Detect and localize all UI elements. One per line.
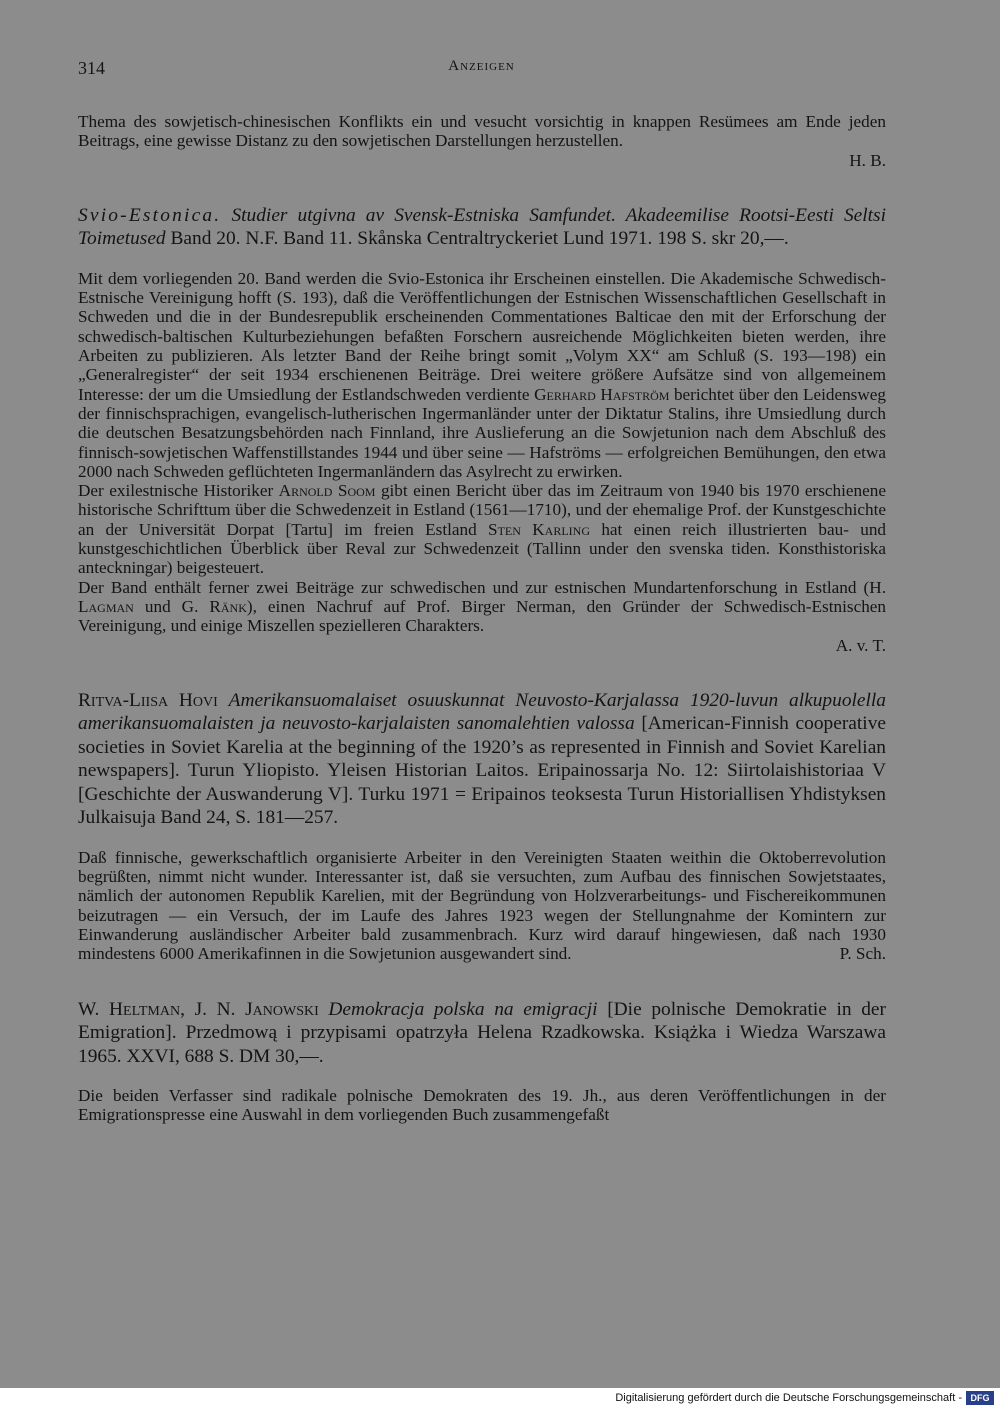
person-name: Gerhard Hafström xyxy=(534,384,670,404)
person-name: Sten Karling xyxy=(488,519,590,539)
author-name: Ritva-Liisa Hovi xyxy=(78,689,218,711)
page-header xyxy=(78,58,885,82)
author-name: W. Heltman, J. N. Janowski xyxy=(78,998,319,1020)
publication-details: [Die polnische Demokratie in der Emigration]. Przedmową i przypisami opatrzyła Helena Rzadkowska. Książka i Wiedza Warszawa 1965. XXVI, 688 S. DM 30,—. xyxy=(78,998,886,1067)
review-paragraph: Der exilestnische Historiker Arnold Soom gibt einen Bericht über das im Zeitraum von 1940 bis 1970 erschienene historische Schrifttum über die Schwedenzeit in Estland (1561—1710), und der ehemalige Prof. der Kunstgeschichte an der Universität Dorpat [Tartu] im freien Estland Sten Karling hat einen reich illustrierten bau- und kunstgeschichtlichen Überblick über Reval zur Schwedenzeit (Tallinn under den svenska tiden. Konsthistoriska anteckningar) beigesteuert. xyxy=(78,481,887,578)
review-signature: P. Sch. xyxy=(839,944,886,964)
bibliographic-entry xyxy=(78,204,886,251)
book-title: Amerikansuomalaiset osuuskunnat Neuvosto-Karjalassa 1920-luvun alkupuolella amerikansuomalaisten ja neuvosto-karjalaisten sanomalehtien valossa xyxy=(78,689,886,735)
review-signature: A. v. T. xyxy=(835,635,886,655)
digitization-footer xyxy=(0,1388,1000,1409)
page-number: 314 xyxy=(78,58,105,78)
person-name: Ränk xyxy=(209,596,247,616)
review-paragraph: Mit dem vorliegenden 20. Band werden die Svio-Estonica ihr Erscheinen einstellen. Die Akademische Schwedisch-Estnische Vereinigung hofft (S. 193), daß die Veröffentlichungen der Estnischen Wissenschaftlichen Gesellschaft in Schweden und die in der Bundesrepublik erscheinenden Commentationes Balticae den mit der Erforschung der schwedisch-baltischen Kulturbeziehungen befaßten Forschern ausreichende Möglichkeiten bieten werden, ihre Arbeiten zu publizieren. Als letzter Band der Reihe bringt somit „Volym XX“ am Schluß (S. 193—198) ein „Generalregister“ der seit 1934 erschienenen Beiträge. Drei weitere größere Aufsätze sind von allgemeinem Interesse: der um die Umsiedlung der Estlandschweden verdiente Gerhard Hafström berichtet über den Leidensweg der finnischsprachigen, evangelisch-lutherischen Ingermanländer unter der Diktatur Stalins, ihre Umsiedlung durch die deutschen Besatzungsbehörden nach Finnland, ihre Auslieferung an die Sowjetunion nach dem Abschluß des finnisch-sowjetischen Waffenstillstandes 1944 und über seine — Hafströms — erfolgreichen Bemühungen, den etwa 2000 nach Schweden geflüchteten Ingermanländern das Asylrecht zu erwirken. xyxy=(78,268,886,481)
book-title: Studier utgivna av Svensk-Estniska Samfundet. Akadeemilise Rootsi-Eesti Seltsi Toimetused xyxy=(78,204,886,250)
person-name: Lagman xyxy=(78,596,134,616)
review-paragraph: Der Band enthält ferner zwei Beiträge zur schwedischen und zur estnischen Mundartenforschung in Estland (H. Lagman und G. Ränk), einen Nachruf auf Prof. Birger Nerman, den Gründer der Schwedisch-Estnischen Vereinigung, und einige Miszellen spezielleren Charakters. xyxy=(78,577,887,636)
review-paragraph: Daß finnische, gewerkschaftlich organisierte Arbeiter in den Vereinigten Staaten weithin die Oktoberrevolution begrüßten, nimmt nicht wunder. Interessanter ist, daß sie versuchten, zum Aufbau des finnischen Sowjetstaates, nämlich der autonomen Republik Karelien, mit der Begründung von Holzverarbeitungs- und Fischereikommunen beizutragen — ein Versuch, der im Laufe des Jahres 1923 wegen der Stellungnahme der Komintern zur Einwanderung ausländischer Arbeiter bald zusammenbrach. Kurz wird darauf hingewiesen, daß nach 1930 mindestens 6000 Amerikafinnen in die Sowjetunion ausgewandert sind. P. Sch. xyxy=(78,847,886,964)
review-signature: H. B. xyxy=(849,150,886,170)
book-title: Demokracja polska na emigracji xyxy=(328,998,598,1020)
series-title: Svio-Estonica. xyxy=(78,204,222,226)
review-continuation-text: Thema des sowjetisch-chinesischen Konflikts ein und vesucht vorsichtig in knappen Resümees am Ende jeden Beitrags, eine gewisse Distanz zu den sowjetischen Darstellungen herzustellen. xyxy=(78,112,886,151)
funding-note: Digitalisierung gefördert durch die Deutsche Forschungsgemeinschaft - xyxy=(615,1392,962,1404)
bibliographic-entry xyxy=(78,998,886,1069)
publication-details: Band 20. N.F. Band 11. Skånska Centraltryckeriet Lund 1971. 198 S. skr 20,—. xyxy=(170,228,789,250)
page-content xyxy=(78,112,886,1125)
review-paragraph: Die beiden Verfasser sind radikale polnische Demokraten des 19. Jh., aus deren Veröffentlichungen in der Emigrationspresse eine Auswahl in dem vorliegenden Buch zusammengefaßt xyxy=(78,1086,886,1125)
running-head: Anzeigen xyxy=(448,58,515,74)
dfg-logo: DFG xyxy=(966,1391,994,1405)
publication-details: [American-Finnish cooperative societies in Soviet Karelia at the beginning of the 1920’s as represented in Finnish and Soviet Karelian newspapers]. Turun Yliopisto. Yleisen Historian Laitos. Eripainossarja No. 12: Siirtolaishistoriaa V [Geschichte der Auswanderung V]. Turku 1971 = Eripainos teoksesta Turun Historiallisen Yhdistyksen Julkaisuja Band 24, S. 181—257. xyxy=(78,713,886,829)
bibliographic-entry xyxy=(78,689,886,830)
person-name: Arnold Soom xyxy=(278,481,376,501)
